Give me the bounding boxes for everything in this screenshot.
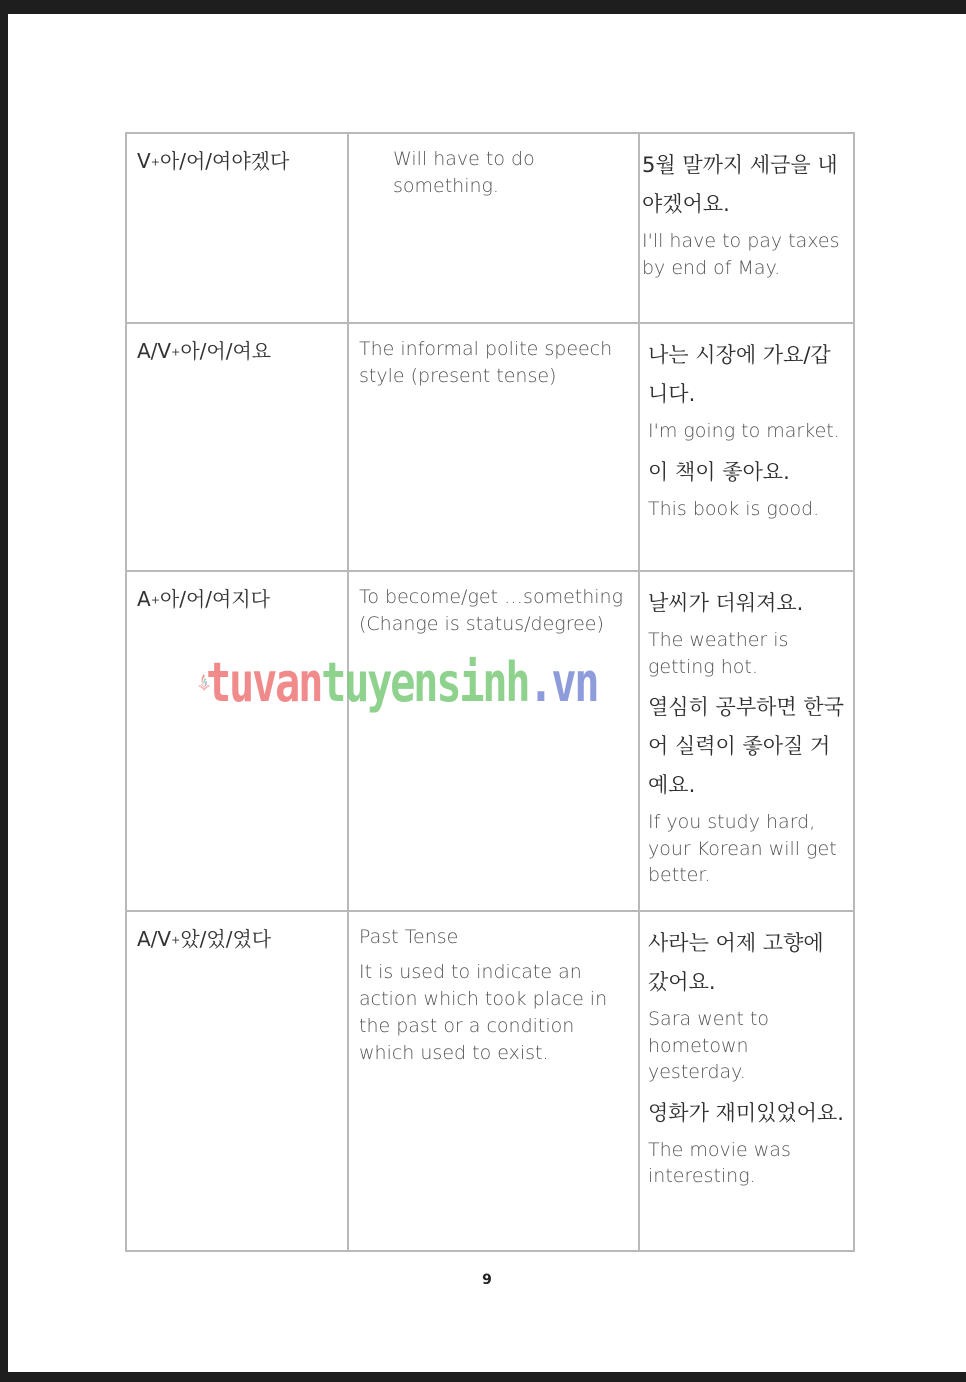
plus-sign: + <box>171 345 181 359</box>
example-block <box>640 134 853 281</box>
korean-example: 5월 말까지 세금을 내야겠어요. <box>642 153 838 216</box>
meaning-text <box>349 324 638 390</box>
meaning-line: Past Tense <box>359 926 459 948</box>
meaning-cell <box>348 911 639 1251</box>
page-number: 9 <box>482 1272 492 1288</box>
pattern-prefix: A/V <box>137 927 172 951</box>
english-translation: If you study hard, your Korean will get better. <box>648 811 837 887</box>
english-translation: The movie was interesting. <box>648 1138 791 1188</box>
english-translation: I'm going to market. <box>648 420 840 442</box>
pattern-suffix: 았/었/였다 <box>180 927 272 951</box>
meaning-line: It is used to indicate an action which took place in the past or a condition which used to exist. <box>359 960 608 1064</box>
meaning-line: To become/get …something (Change is status/degree) <box>359 586 623 635</box>
plus-sign: + <box>150 155 160 169</box>
grammar-pattern <box>127 324 347 364</box>
watermark <box>198 612 708 752</box>
meaning-cell <box>348 323 639 571</box>
meaning-text <box>349 912 638 1067</box>
document-page <box>8 14 966 1372</box>
watermark-text: tuvantuyensinh.vn <box>206 650 598 714</box>
pattern-cell <box>126 323 348 571</box>
example-block <box>640 912 853 1190</box>
meaning-line: The informal polite speech style (present tense) <box>359 338 613 387</box>
pattern-prefix: V <box>137 149 151 173</box>
korean-example: 영화가 재미있었어요. <box>648 1100 844 1125</box>
table-row <box>126 133 854 323</box>
pattern-suffix: 아/어/여지다 <box>159 587 270 611</box>
korean-example: 이 책이 좋아요. <box>648 459 790 484</box>
table-row <box>126 323 854 571</box>
pattern-suffix: 아/어/여요 <box>180 339 272 363</box>
meaning-text <box>349 134 638 200</box>
example-cell <box>639 133 854 323</box>
meaning-cell <box>348 133 639 323</box>
english-translation: I'll have to pay taxes by end of May. <box>642 230 840 279</box>
example-cell <box>639 911 854 1251</box>
plus-sign: + <box>150 593 160 607</box>
grammar-pattern <box>127 912 347 952</box>
korean-example: 나는 시장에 가요/갑니다. <box>648 343 831 406</box>
grammar-pattern <box>127 134 347 174</box>
pattern-prefix: A/V <box>137 339 172 363</box>
english-translation: Sara went to hometown yesterday. <box>648 1008 770 1084</box>
grammar-pattern <box>127 572 347 612</box>
english-translation: The weather is getting hot. <box>648 629 789 678</box>
pattern-cell <box>126 133 348 323</box>
pattern-cell <box>126 911 348 1251</box>
korean-example: 사라는 어제 고향에 갔어요. <box>648 931 824 994</box>
table-row <box>126 911 854 1251</box>
korean-example: 날씨가 더워져요. <box>648 591 804 615</box>
plus-sign: + <box>171 933 181 947</box>
example-block <box>640 324 853 522</box>
pattern-suffix: 아/어/여야겠다 <box>159 149 290 173</box>
english-translation: This book is good. <box>648 497 820 520</box>
pattern-prefix: A <box>137 587 151 611</box>
korean-example: 열심히 공부하면 한국어 실력이 좋아질 거예요. <box>648 695 844 798</box>
meaning-line: Will have to do something. <box>393 148 535 197</box>
example-cell <box>639 323 854 571</box>
